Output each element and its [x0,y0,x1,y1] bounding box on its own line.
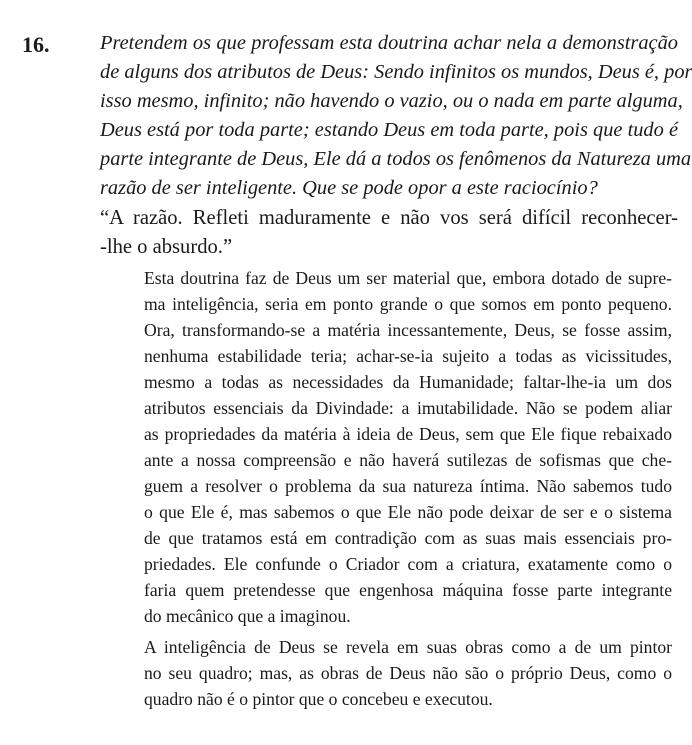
question-line: razão de ser inteligente. Que se pode opor a este raciocínio? [100,177,598,199]
question-number: 16. [22,32,50,57]
commentary-line: nenhuma estabilidade teria; achar-se-ia sujeito a todas as vicissitudes, [144,346,672,366]
answer-line: -lhe o absurdo.” [100,236,233,258]
commentary-line: ma inteligência, seria em ponto grande o que somos em ponto pequeno. [144,294,672,314]
commentary-line: A inteligência de Deus se revela em suas obras como a de um pintor [144,637,672,657]
question-line: isso mesmo, infinito; não havendo o vazio, ou o nada em parte alguma, [100,90,683,112]
question-line: parte integrante de Deus, Ele dá a todos os fenômenos da Natureza uma [100,148,692,170]
commentary-line: de que tratamos está em contradição com as suas mais essenciais pro- [144,528,672,548]
commentary-line: do mecânico que a imaginou. [144,606,351,626]
question-line: de alguns dos atributos de Deus: Sendo infinitos os mundos, Deus é, por [100,61,692,83]
commentary-line: o que Ele é, mas sabemos o que Ele não pode deixar de ser e o sistema [144,502,672,522]
commentary-line: guem a resolver o problema da sua natureza íntima. Não sabemos tudo [144,476,672,496]
answer-line: “A razão. Refleti maduramente e não vos será difícil reconhecer- [100,207,678,229]
question-line: Pretendem os que professam esta doutrina achar nela a demonstração [100,32,678,54]
commentary-line: no seu quadro; mas, as obras de Deus não são o próprio Deus, como o [144,663,672,683]
commentary-line: as propriedades da matéria à ideia de Deus, sem que Ele fique rebaixado [144,424,672,444]
commentary-line: mesmo a todas as necessidades da Humanidade; faltar-lhe-ia um dos [144,372,672,392]
question-line: Deus está por toda parte; estando Deus em toda parte, pois que tudo é [100,119,678,141]
commentary-line: Esta doutrina faz de Deus um ser material que, embora dotado de supre- [144,268,672,288]
commentary-line: quadro não é o pintor que o concebeu e executou. [144,689,493,709]
commentary-line: Ora, transformando-se a matéria incessantemente, Deus, se fosse assim, [144,320,672,340]
commentary-line: faria quem pretendesse que engenhosa máquina fosse parte integrante [144,580,672,600]
commentary-line: atributos essenciais da Divindade: a imutabilidade. Não se podem aliar [144,398,672,418]
commentary-line: priedades. Ele confunde o Criador com a criatura, exatamente como o [144,554,672,574]
commentary-line: ante a nossa compreensão e não haverá sutilezas de sofismas que che- [144,450,672,470]
